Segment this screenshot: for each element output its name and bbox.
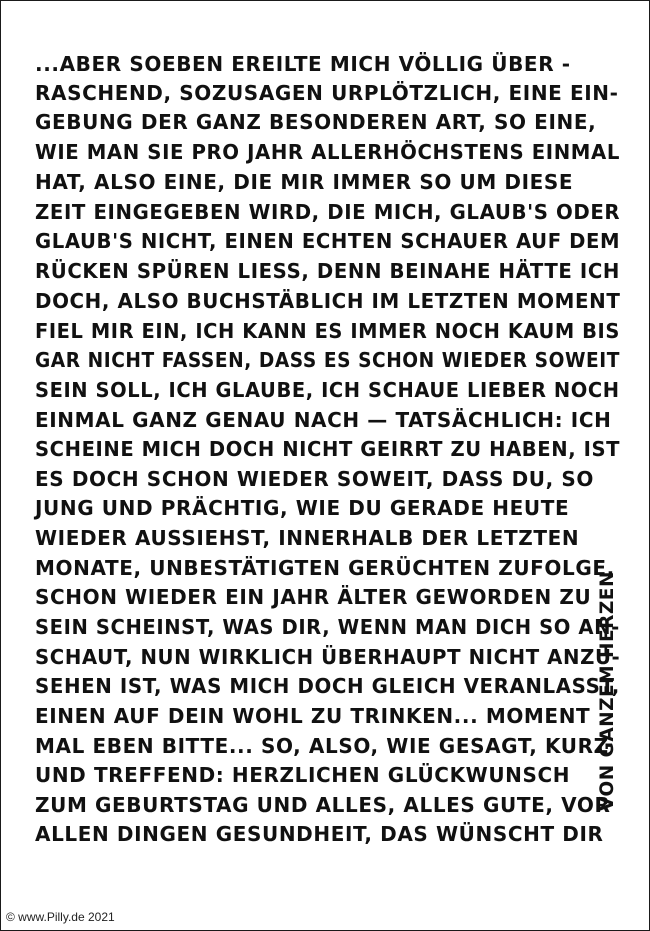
letter-line-3: GEBUNG DER GANZ BESONDEREN ART, SO EINE, <box>35 110 597 134</box>
letter-line-10: FIEL MIR EIN, ICH KANN ES IMMER NOCH KAUM BIS <box>35 319 620 343</box>
letter-line-18: MONATE, UNBESTÄTIGTEN GERÜCHTEN ZUFOLGE, <box>35 556 615 580</box>
letter-line-26: ZUM GEBURTSTAG UND ALLES, ALLES GUTE, VOR <box>35 793 611 817</box>
letter-line-20: SEIN SCHEINST, WAS DIR, WENN MAN DICH SO AN- <box>35 615 620 639</box>
letter-line-13: EINMAL GANZ GENAU NACH — TATSÄCHLICH: ICH <box>35 408 612 432</box>
letter-line-9: DOCH, ALSO BUCHSTÄBLICH IM LETZTEN MOMENT <box>35 289 621 313</box>
letter-line-25: UND TREFFEND: HERZLICHEN GLÜCKWUNSCH <box>35 763 571 787</box>
letter-line-21: SCHAUT, NUN WIRKLICH ÜBERHAUPT NICHT ANZU- <box>35 645 621 669</box>
letter-line-16: JUNG UND PRÄCHTIG, WIE DU GERADE HEUTE <box>35 496 570 520</box>
letter-line-1: ...ABER SOEBEN EREILTE MICH VÖLLIG ÜBER - <box>35 52 571 76</box>
letter-line-27: ALLEN DINGEN GESUNDHEIT, DAS WÜNSCHT DIR <box>35 822 604 846</box>
letter-line-23: EINEN AUF DEIN WOHL ZU TRINKEN... MOMENT <box>35 704 591 728</box>
letter-line-22: SEHEN IST, WAS MICH DOCH GLEICH VERANLASST, <box>35 674 620 698</box>
letter-line-14: SCHEINE MICH DOCH NICHT GEIRRT ZU HABEN, IST <box>35 437 621 461</box>
letter-line-6: ZEIT EINGEGEBEN WIRD, DIE MICH, GLAUB'S ODER <box>35 200 621 224</box>
letter-line-4: WIE MAN SIE PRO JAHR ALLERHÖCHSTENS EINMAL <box>35 140 620 164</box>
letter-line-17: WIEDER AUSSIEHST, INNERHALB DER LETZTEN <box>35 526 580 550</box>
letter-line-11: GAR NICHT FASSEN, DASS ES SCHON WIEDER SOWEIT <box>35 348 620 372</box>
copyright-footer: © www.Pilly.de 2021 <box>6 910 115 924</box>
letter-line-8: RÜCKEN SPÜREN LIESS, DENN BEINAHE HÄTTE ICH <box>35 259 620 283</box>
side-note-signature: VON GANZEM HERZEN <box>597 571 618 811</box>
letter-line-15: ES DOCH SCHON WIEDER SOWEIT, DASS DU, SO <box>35 467 595 491</box>
letter-line-7: GLAUB'S NICHT, EINEN ECHTEN SCHAUER AUF DEM <box>35 229 621 253</box>
letter-line-19: SCHON WIEDER EIN JAHR ÄLTER GEWORDEN ZU <box>35 585 592 609</box>
letter-line-5: HAT, ALSO EINE, DIE MIR IMMER SO UM DIESE <box>35 170 574 194</box>
letter-line-2: RASCHEND, SOZUSAGEN URPLÖTZLICH, EINE EIN- <box>35 81 619 105</box>
letter-line-24: MAL EBEN BITTE... SO, ALSO, WIE GESAGT, KURZ <box>35 734 609 758</box>
letter-line-12: SEIN SOLL, ICH GLAUBE, ICH SCHAUE LIEBER NOCH <box>35 378 620 402</box>
